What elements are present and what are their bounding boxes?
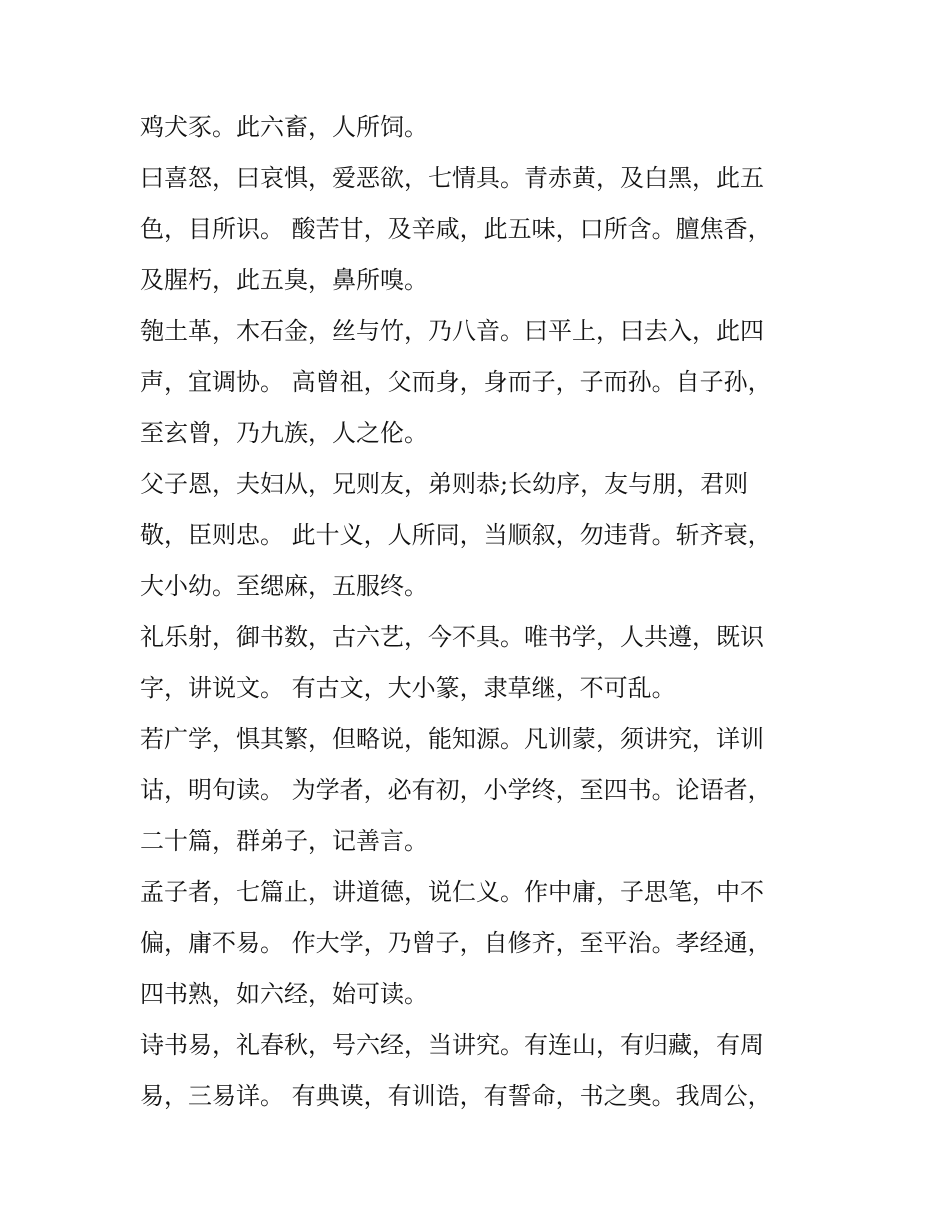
text-line: 色，目所识。 酸苦甘，及辛咸，此五味，口所含。膻焦香，: [140, 215, 772, 243]
text-line: 易，三易详。 有典谟，有训诰，有誓命，书之奥。我周公，: [140, 1082, 772, 1110]
text-line: 至玄曾，乃九族，人之伦。: [140, 419, 428, 447]
text-line: 四书熟，如六经，始可读。: [140, 980, 428, 1008]
text-line: 及腥朽，此五臭，鼻所嗅。: [140, 266, 428, 294]
document-body: [140, 102, 820, 1122]
text-line: 诗书易，礼春秋，号六经，当讲究。有连山，有归藏，有周: [140, 1031, 764, 1059]
text-line: 匏土革，木石金，丝与竹，乃八音。曰平上，曰去入，此四: [140, 317, 764, 345]
text-line: 字，讲说文。 有古文，大小篆，隶草继，不可乱。: [140, 674, 676, 702]
text-line: 孟子者，七篇止，讲道德，说仁义。作中庸，子思笔，中不: [140, 878, 764, 906]
text-line: 大小幼。至缌麻，五服终。: [140, 572, 428, 600]
text-line: 礼乐射，御书数，古六艺，今不具。唯书学，人共遵，既识: [140, 623, 764, 651]
text-line: 偏，庸不易。 作大学，乃曾子，自修齐，至平治。孝经通，: [140, 929, 772, 957]
text-line: 曰喜怒，曰哀惧，爱恶欲，七情具。青赤黄，及白黑，此五: [140, 164, 764, 192]
text-line: 二十篇，群弟子，记善言。: [140, 827, 428, 855]
text-line: 声，宜调协。 高曾祖，父而身，身而子，子而孙。自子孙，: [140, 368, 772, 396]
text-line: 若广学，惧其繁，但略说，能知源。凡训蒙，须讲究，详训: [140, 725, 764, 753]
text-line: 诂，明句读。 为学者，必有初，小学终，至四书。论语者，: [140, 776, 772, 804]
text-line: 父子恩，夫妇从，兄则友，弟则恭;长幼序，友与朋，君则: [140, 470, 749, 498]
text-line: 鸡犬豕。此六畜，人所饲。: [140, 113, 428, 141]
text-line: 敬，臣则忠。 此十义，人所同，当顺叙，勿违背。斩齐衰，: [140, 521, 772, 549]
